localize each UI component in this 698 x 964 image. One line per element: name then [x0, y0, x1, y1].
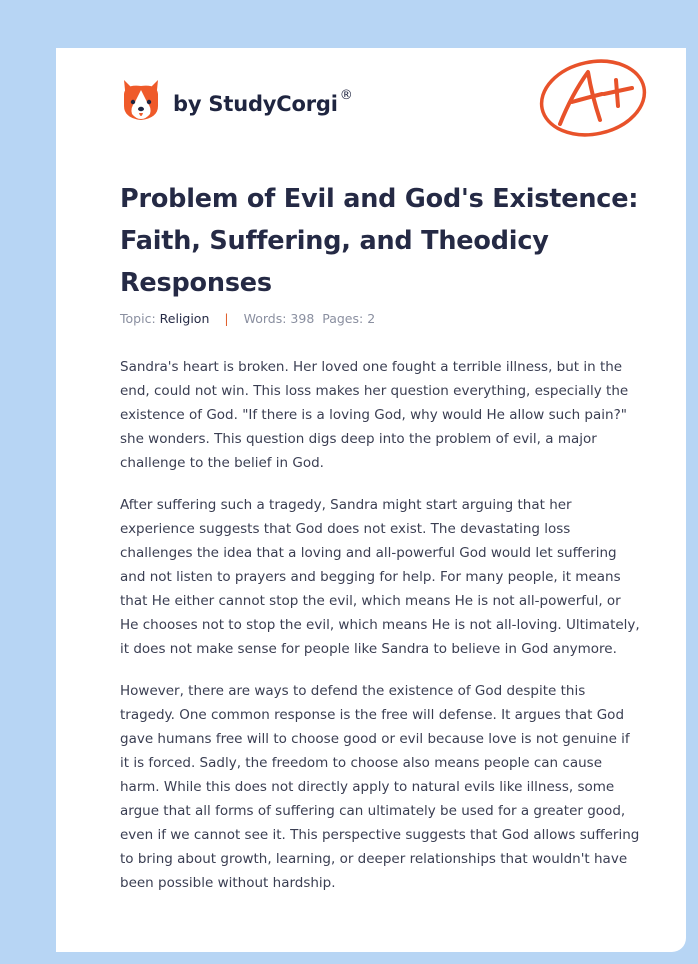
- essay-paragraph: After suffering such a tragedy, Sandra might start arguing that her experience suggests that God does not exist. The devastating loss challenges the idea that a loving and all-powerful God would let suffering and not listen to prayers and begging for help. For many people, it means that He either cannot stop the evil, which means He is not all-powerful, or He chooses not to stop the evil, which means He is not all-loving. Ultimately, it does not make sense for people like Sandra to believe in God anymore.: [120, 497, 640, 657]
- corgi-logo-icon: [121, 78, 161, 124]
- pages-count: 2: [367, 311, 376, 326]
- topic-label: Topic:: [120, 311, 156, 326]
- brand-name: by StudyCorgi ®: [173, 88, 353, 116]
- essay-paragraph: Sandra's heart is broken. Her loved one fought a terrible illness, but in the end, could not win. This loss makes her question everything, especially the existence of God. "If there is a loving God, why would He allow such pain?" she wonders. This question digs deep into the problem of evil, a major challenge to the belief in God.: [120, 359, 629, 471]
- words-label: Words:: [243, 311, 287, 326]
- essay-paragraph: However, there are ways to defend the existence of God despite this tragedy. One common response is the free will defense. It argues that God gave humans free will to choose good or evil because love is not genuine if it is forced. Sadly, the freedom to choose also means people can cause harm. While this does not directly apply to natural evils like illness, some argue that all forms of suffering can ultimately be used for a greater good, even if we cannot see it. This perspective suggests that God allows suffering to bring about growth, learning, or deeper relationships that wouldn't have been possible without hardship.: [120, 683, 640, 891]
- essay-body: [120, 355, 640, 913]
- topic-link[interactable]: Religion: [159, 311, 210, 326]
- essay-title: Problem of Evil and God's Existence: Faith, Suffering, and Theodicy Responses: [120, 184, 639, 298]
- essay-meta: [120, 311, 375, 326]
- a-plus-grade-icon: [538, 58, 648, 138]
- meta-separator: |: [224, 311, 229, 326]
- pages-label: Pages:: [322, 311, 364, 326]
- registered-mark: ®: [339, 88, 353, 103]
- essay-card: [56, 48, 686, 952]
- words-count: 398: [290, 311, 315, 326]
- brand-logo[interactable]: [121, 76, 353, 126]
